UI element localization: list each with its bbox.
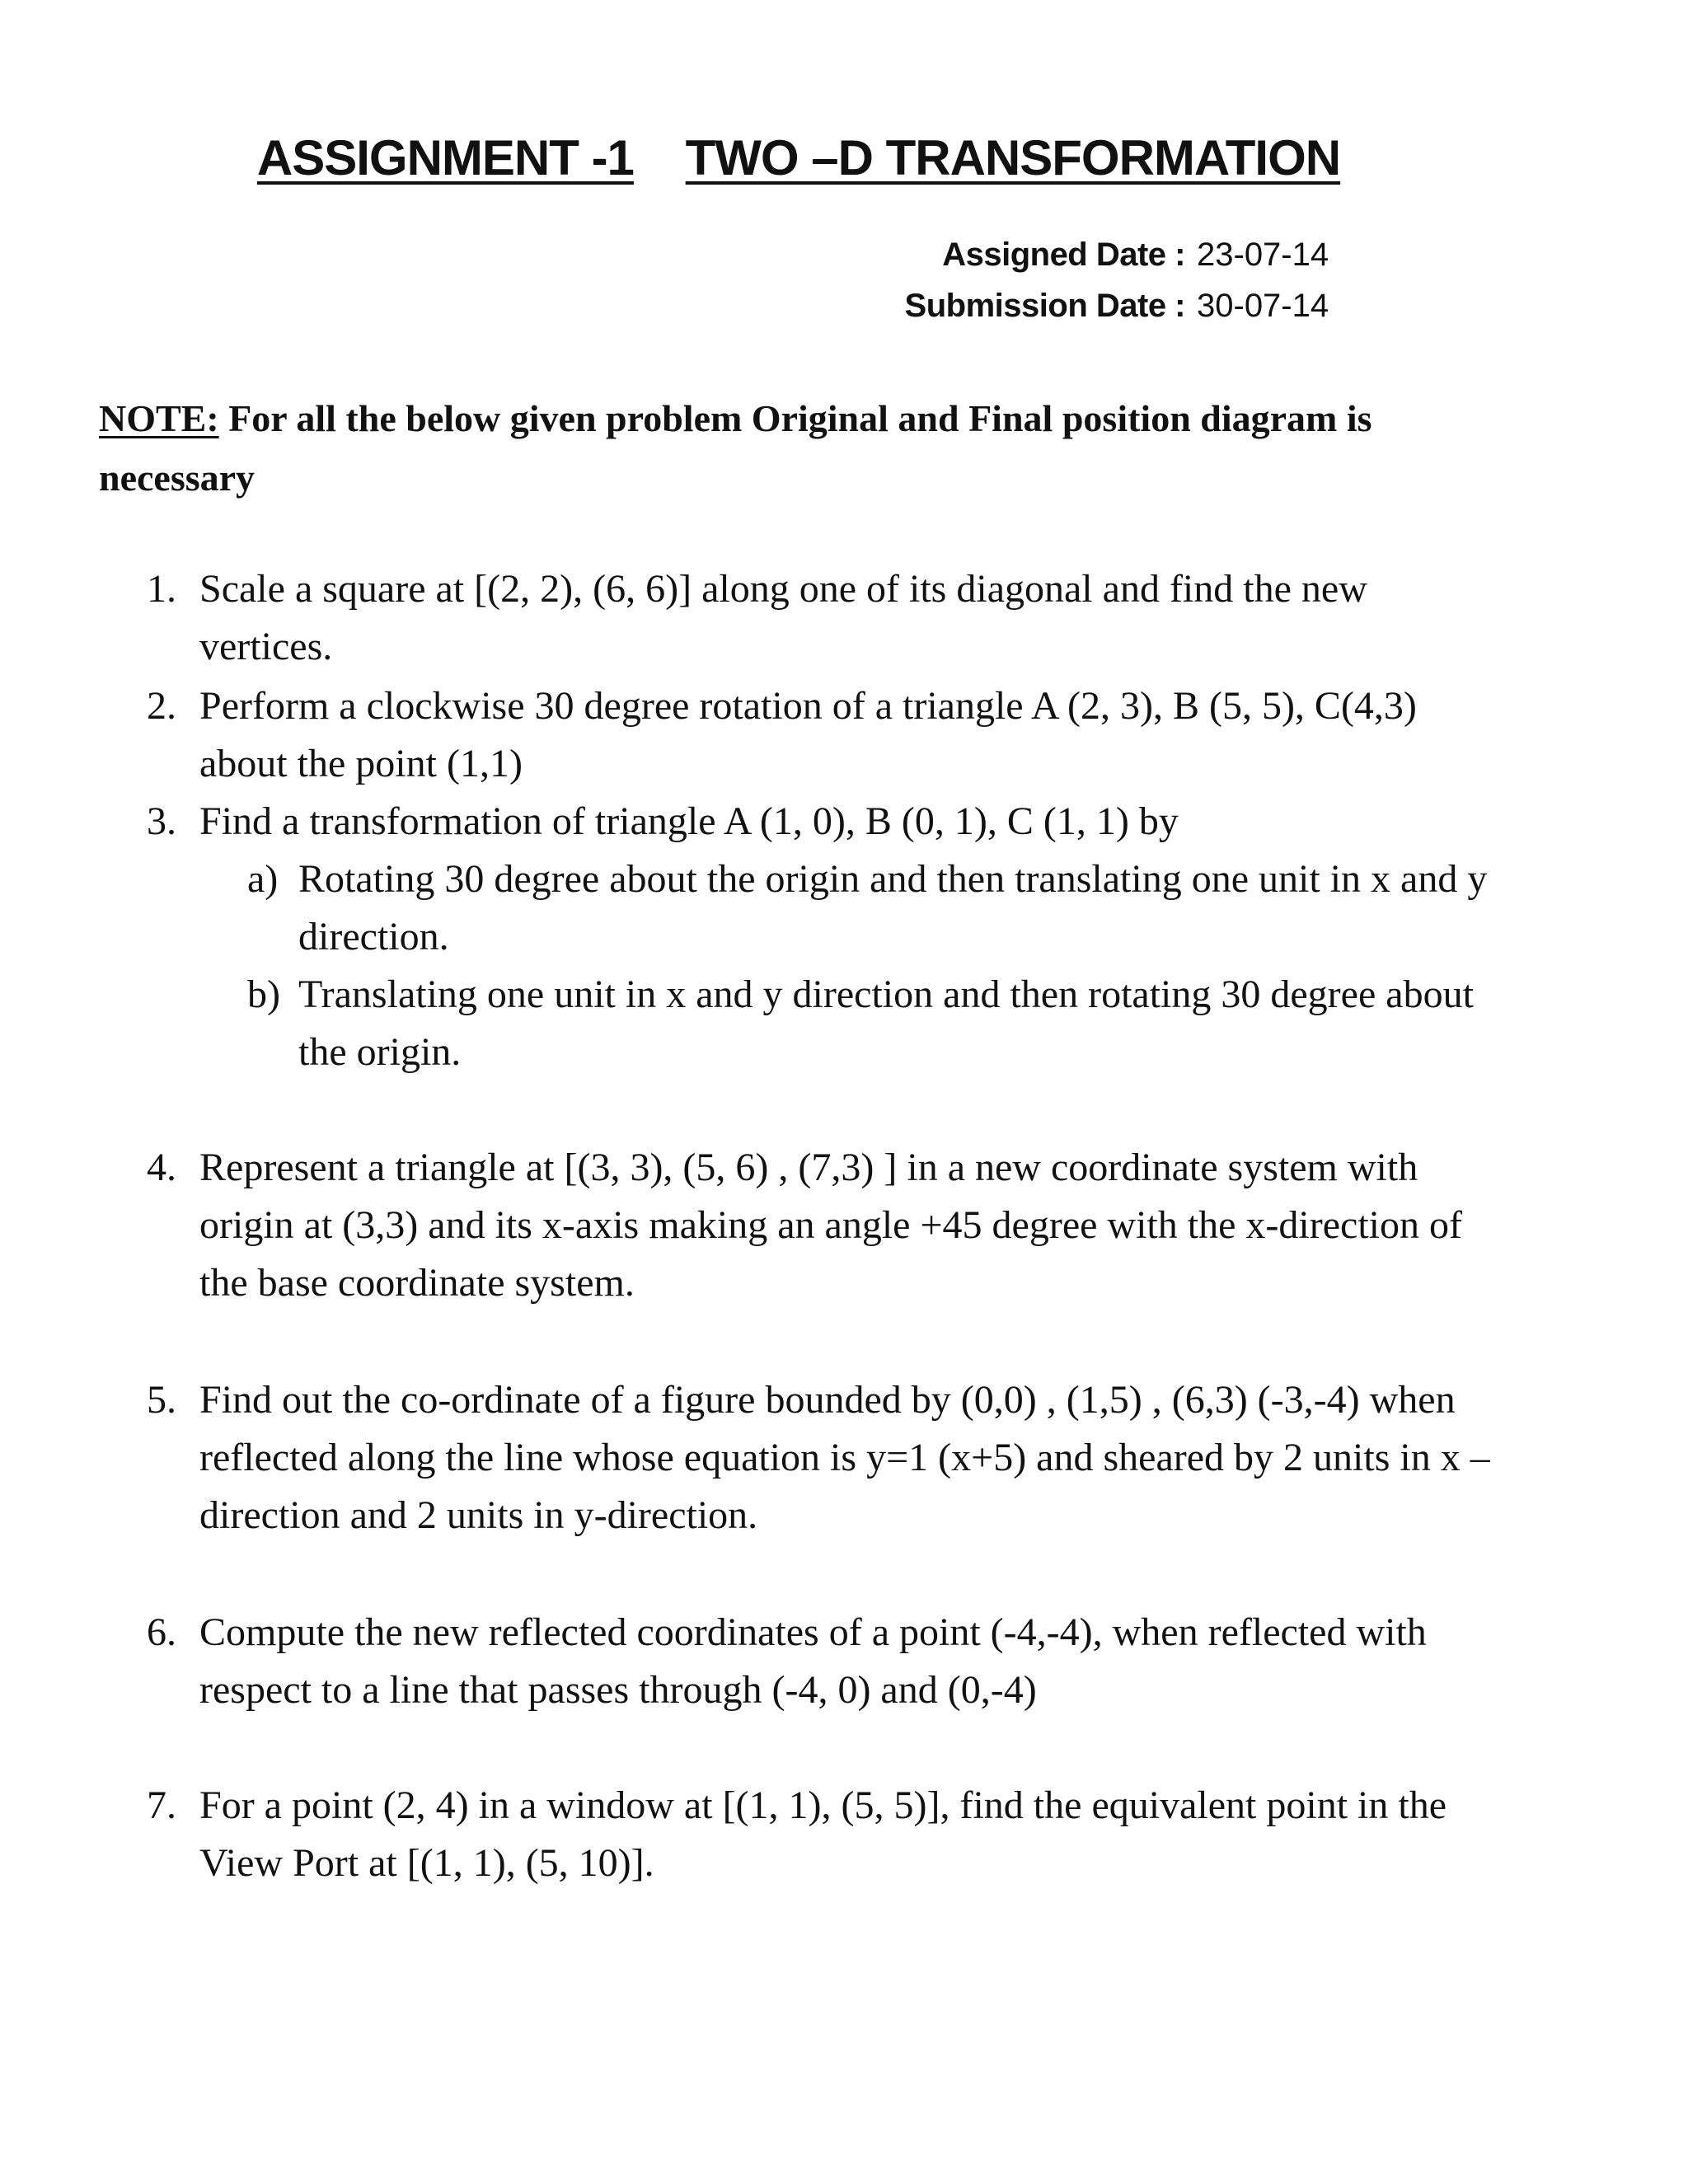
problem-6-number: 6. (147, 1610, 176, 1654)
submission-date-row (824, 280, 1342, 331)
problem-3a-text: Rotating 30 degree about the origin and then translating one unit in x and y direction. (298, 857, 1488, 958)
problem-5-text: Find out the co-ordinate of a figure bounded by (0,0) , (1,5) , (6,3) (-3,-4) when reflected along the line whose equation is y=1 (x+5) and sheared by 2 units in x –direction and 2 units in y-direction. (199, 1378, 1490, 1537)
problem-1-text: Scale a square at [(2, 2), (6, 6)] along one of its diagonal and find the new vertices. (199, 567, 1367, 668)
problem-5-number: 5. (147, 1378, 176, 1422)
problem-1-number: 1. (147, 567, 176, 611)
problem-7-number: 7. (147, 1783, 176, 1827)
problem-4-text: Represent a triangle at [(3, 3), (5, 6) , (7,3) ] in a new coordinate system with origin at (3,3) and its x-axis making an angle +45 degree with the x-direction of the base coordinate system. (199, 1146, 1462, 1305)
problem-3-number: 3. (147, 799, 176, 843)
problem-2-number: 2. (147, 684, 176, 728)
assignment-title (0, 125, 1597, 191)
submission-date-label: Submission Date : (904, 288, 1185, 324)
note-text: For all the below given problem Original and Final position diagram is necessary (99, 397, 1372, 499)
problem-6-text: Compute the new reflected coordinates of a point (-4,-4), when reflected with respect to a line that passes through (-4, 0) and (0,-4) (199, 1610, 1427, 1712)
problem-3b-text: Translating one unit in x and y direction and then rotating 30 degree about the origin. (298, 972, 1474, 1074)
problem-7-text: For a point (2, 4) in a window at [(1, 1), (5, 5)], find the equivalent point in the View Port at [(1, 1), (5, 10)]. (199, 1783, 1447, 1885)
note-paragraph (99, 389, 1401, 508)
assigned-date-label: Assigned Date : (942, 237, 1185, 273)
submission-date-value: 30-07-14 (1197, 288, 1329, 324)
assigned-date-value: 23-07-14 (1197, 237, 1329, 273)
note-label: NOTE: (99, 397, 219, 439)
dates-block (824, 229, 1342, 331)
title-assignment-number: ASSIGNMENT -1 (256, 130, 634, 185)
problem-3-text: Find a transformation of triangle A (1, 0), B (0, 1), C (1, 1) by (199, 799, 1179, 843)
assigned-date-row (824, 229, 1342, 280)
problem-3a-letter: a) (247, 857, 279, 901)
problem-4-number: 4. (147, 1146, 176, 1189)
problem-2-text: Perform a clockwise 30 degree rotation of a triangle A (2, 3), B (5, 5), C(4,3) about the point (1,1) (199, 684, 1417, 785)
title-topic: TWO –D TRANSFORMATION (685, 130, 1341, 185)
problem-3b-letter: b) (247, 972, 280, 1016)
